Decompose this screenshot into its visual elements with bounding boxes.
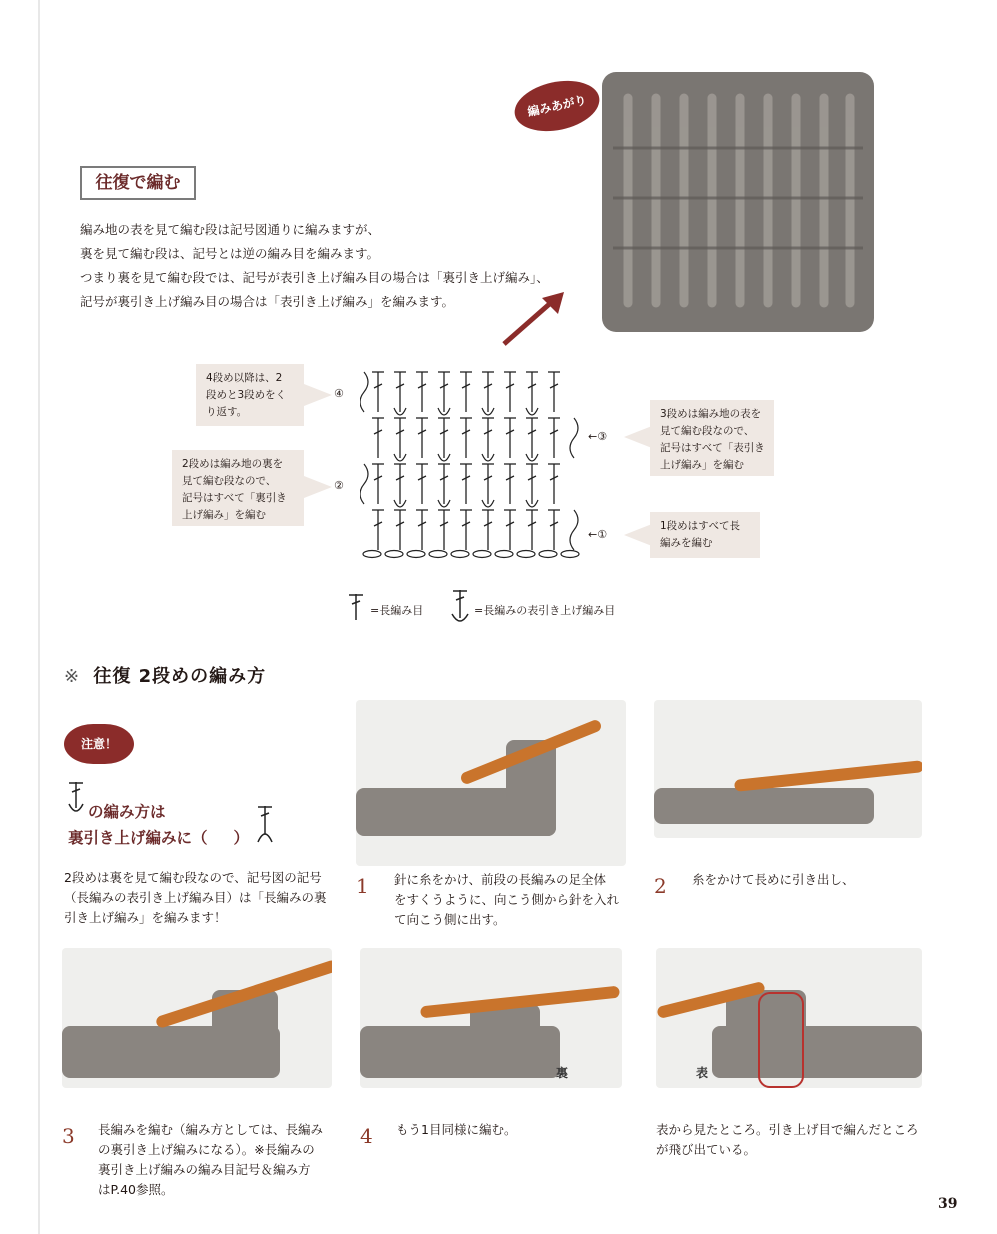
chain-stitch: [473, 551, 491, 558]
warning-body-line: （長編みの表引き上げ編み目）は「長編みの裏: [64, 890, 327, 905]
warning-line-1: の編み方は: [88, 803, 166, 821]
turning-chain: [360, 372, 368, 412]
callout-line: 見て編む段なので、: [660, 425, 755, 437]
stitch-chart: [360, 364, 584, 564]
row-number-1: ←①: [588, 528, 608, 541]
callout-line: り返す。: [206, 406, 248, 418]
warning-body-line: 2段めは裏を見て編む段なので、記号図の記号: [64, 870, 322, 885]
back-label: 裏: [556, 1066, 569, 1080]
page-number: 39: [938, 1196, 958, 1212]
finished-swatch-photo: [598, 68, 878, 336]
turning-chain: [570, 418, 578, 458]
double-crochet-symbol-icon: [346, 592, 366, 622]
front-post-dc-symbol-icon: [66, 780, 86, 818]
row-number-3: ←③: [588, 430, 608, 443]
chain-stitch: [561, 551, 579, 558]
callout-row2: [172, 450, 304, 526]
chain-stitch: [451, 551, 469, 558]
turning-chain: [570, 510, 578, 550]
intro-text: [80, 218, 549, 314]
callout-pointer: [622, 426, 652, 448]
finished-badge-label: 編みあがり: [526, 92, 588, 120]
step-line: もう1目同様に編む。: [396, 1122, 517, 1137]
callout-line: 上げ編み」を編む: [182, 509, 266, 521]
intro-line: 編み地の表を見て編む段は記号図通りに編みますが、: [80, 222, 381, 237]
callout-line: 記号はすべて「裏引き: [182, 492, 287, 504]
step-line: て向こう側に出す。: [394, 912, 506, 927]
step-line: はP.40参照。: [98, 1182, 174, 1197]
step-line: が飛び出ている。: [656, 1142, 757, 1157]
callout-line: 2段めは編み地の裏を: [182, 458, 284, 470]
chain-stitch: [517, 551, 535, 558]
warning-badge-label: 注意！: [80, 737, 117, 751]
step-5-photo: [656, 948, 922, 1088]
intro-line: 裏を見て編む段は、記号とは逆の編み目を編みます。: [80, 246, 380, 261]
callout-row1: [650, 512, 760, 558]
step-5-text: [656, 1120, 919, 1160]
step-1-number: 1: [356, 874, 369, 898]
warning-line-2: [68, 826, 249, 848]
step-2-number: 2: [654, 874, 667, 898]
chain-stitch: [539, 551, 557, 558]
warning-line-2a: 裏引き上げ編みに（: [68, 829, 208, 847]
step-3-photo: [62, 948, 332, 1088]
section-title-box: [80, 166, 196, 200]
warning-line-2b: ）: [233, 829, 250, 847]
callout-pointer: [622, 524, 652, 546]
step-1-text: [394, 870, 619, 930]
callout-pointer: [304, 384, 334, 406]
step-3-number: 3: [62, 1124, 75, 1148]
turning-chain: [360, 464, 368, 504]
step-4-number: 4: [360, 1124, 373, 1148]
front-label: 表: [696, 1066, 709, 1080]
callout-line: 1段めはすべて長: [660, 520, 740, 532]
callout-line: 見て編む段なので、: [182, 475, 277, 487]
step-4-photo: [360, 948, 622, 1088]
step-2-text: [692, 870, 855, 890]
callout-row3: [650, 400, 774, 476]
warning-badge: [64, 724, 134, 764]
finished-badge: [510, 74, 604, 139]
callout-row4: [196, 364, 304, 426]
callout-line: 4段め以降は、2: [206, 372, 283, 384]
callout-line: 記号はすべて「表引き: [660, 442, 765, 454]
step-line: 裏引き上げ編みの編み目記号＆編み方: [98, 1162, 311, 1177]
chain-stitch: [363, 551, 381, 558]
front-post-dc-symbol-icon: [448, 588, 472, 628]
step-4-text: [396, 1120, 516, 1140]
intro-line: 記号が裏引き上げ編み目の場合は「表引き上げ編み」を編みます。: [80, 294, 455, 309]
callout-line: 上げ編み」を編む: [660, 459, 744, 471]
step-1-photo: [356, 700, 626, 866]
intro-line: つまり裏を見て編む段では、記号が表引き上げ編み目の場合は「裏引き上げ編み」、: [80, 270, 549, 285]
step-line: 表から見たところ。引き上げ目で編んだところ: [656, 1122, 919, 1137]
callout-line: 段めと3段めをく: [206, 389, 287, 401]
warning-body-line: 引き上げ編み」を編みます！: [64, 910, 227, 925]
callout-line: 編みを編む: [660, 537, 713, 549]
chain-stitch: [407, 551, 425, 558]
section-title: 往復で編む: [95, 173, 181, 193]
chain-stitch: [385, 551, 403, 558]
legend-dc: =長編み目: [370, 604, 424, 617]
step-line: 長編みを編む（編み方としては、長編み: [98, 1122, 324, 1137]
step-line: の裏引き上げ編みになる）。※長編みの: [98, 1142, 315, 1157]
row-number-4: ④: [334, 387, 344, 400]
highlight-ring: [758, 992, 804, 1088]
row-number-2: ②: [334, 479, 344, 492]
step-2-photo: [654, 700, 922, 838]
subsection-title: [64, 662, 266, 688]
step-3-text: [98, 1120, 323, 1200]
callout-pointer: [304, 476, 334, 498]
step-line: 糸をかけて長めに引き出し、: [692, 872, 855, 887]
callout-line: 3段めは編み地の表を: [660, 408, 762, 420]
warning-body: [64, 868, 327, 928]
back-post-dc-symbol-icon: [254, 804, 276, 844]
legend-fpdc: =長編みの表引き上げ編み目: [474, 604, 616, 617]
subsection-title-text: 往復 2段めの編み方: [93, 666, 267, 687]
step-line: 針に糸をかけ、前段の長編みの足全体: [394, 872, 607, 887]
chain-stitch: [495, 551, 513, 558]
chain-stitch: [429, 551, 447, 558]
step-line: をすくうように、向こう側から針を入れ: [394, 892, 620, 907]
subsection-mark: ※: [64, 666, 81, 687]
page-edge: [38, 0, 40, 1234]
